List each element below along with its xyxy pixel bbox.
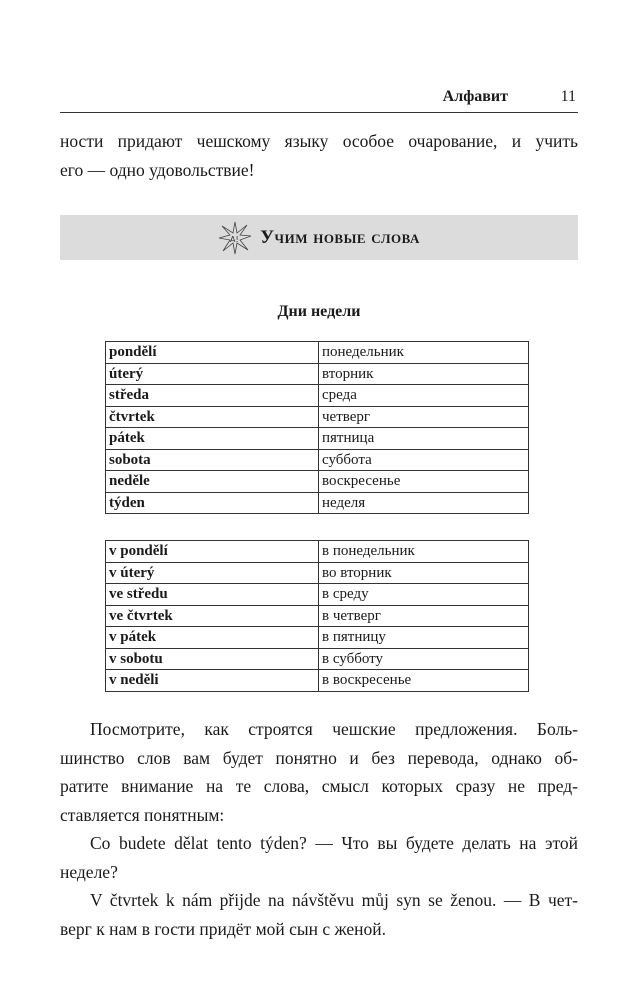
table-row — [106, 584, 529, 606]
russian-translation: в воскресенье — [319, 670, 529, 692]
czech-word: ve čtvrtek — [106, 605, 319, 627]
czech-word: úterý — [106, 363, 319, 385]
weekdays-table — [105, 341, 529, 514]
text-line: Co budete dělat tento týden? — Что вы будете делать на этой — [90, 833, 578, 853]
czech-word: v neděli — [106, 670, 319, 692]
russian-translation: четверг — [319, 406, 529, 428]
text-line: верг к нам в гости придёт мой сын с женой. — [60, 918, 387, 939]
russian-translation: пятница — [319, 428, 529, 450]
svg-text:A!: A! — [230, 234, 239, 244]
table-row — [106, 406, 529, 428]
text-line: ности придают чешскому языку особое очарование, и учить — [60, 131, 578, 151]
intro-paragraph — [60, 127, 578, 184]
czech-word: v sobotu — [106, 648, 319, 670]
czech-word: sobota — [106, 449, 319, 471]
text-line: его — одно удовольствие! — [60, 159, 255, 180]
czech-word: v pátek — [106, 627, 319, 649]
czech-word: neděle — [106, 471, 319, 493]
russian-translation: неделя — [319, 492, 529, 514]
table-row — [106, 541, 529, 563]
weekdays-prepositional-table — [105, 540, 529, 692]
russian-translation: вторник — [319, 363, 529, 385]
text-line: неделе? — [60, 861, 118, 882]
russian-translation: среда — [319, 385, 529, 407]
table-row — [106, 471, 529, 493]
czech-word: pondělí — [106, 342, 319, 364]
russian-translation: в четверг — [319, 605, 529, 627]
text-line: шинство слов вам будет понятно и без перевода, однако об- — [60, 747, 578, 768]
czech-word: v pondělí — [106, 541, 319, 563]
table-row — [106, 342, 529, 364]
russian-translation: в пятницу — [319, 627, 529, 649]
russian-translation: в понедельник — [319, 541, 529, 563]
russian-translation: понедельник — [319, 342, 529, 364]
text-line: ставляется понятным: — [60, 804, 225, 825]
table-caption: Дни недели — [277, 303, 361, 320]
czech-word: čtvrtek — [106, 406, 319, 428]
czech-word: v úterý — [106, 562, 319, 584]
table-row — [106, 428, 529, 450]
russian-translation: в субботу — [319, 648, 529, 670]
table-row — [106, 449, 529, 471]
table-row — [106, 363, 529, 385]
table-row — [106, 605, 529, 627]
czech-word: středa — [106, 385, 319, 407]
czech-word: ve středu — [106, 584, 319, 606]
table-row — [106, 385, 529, 407]
running-header — [60, 86, 578, 113]
text-line: V čtvrtek k nám přijde na návštěvu můj syn se ženou. — В чет- — [90, 890, 578, 910]
russian-translation: в среду — [319, 584, 529, 606]
czech-word: pátek — [106, 428, 319, 450]
text-line: Посмотрите, как строятся чешские предложения. Боль- — [90, 719, 578, 739]
table-row — [106, 562, 529, 584]
body-text — [60, 715, 578, 943]
russian-translation: суббота — [319, 449, 529, 471]
table-row — [106, 492, 529, 514]
czech-word: týden — [106, 492, 319, 514]
russian-translation: во вторник — [319, 562, 529, 584]
page-number: 11 — [560, 88, 576, 105]
table-row — [106, 670, 529, 692]
section-banner — [60, 215, 578, 260]
section-title: Учим новые слова — [260, 226, 420, 248]
russian-translation: воскресенье — [319, 471, 529, 493]
chapter-title: Алфавит — [442, 88, 508, 105]
starburst-icon — [218, 221, 252, 255]
text-line: ратите внимание на те слова, смысл которых сразу не пред- — [60, 776, 578, 796]
table-row — [106, 648, 529, 670]
table-row — [106, 627, 529, 649]
